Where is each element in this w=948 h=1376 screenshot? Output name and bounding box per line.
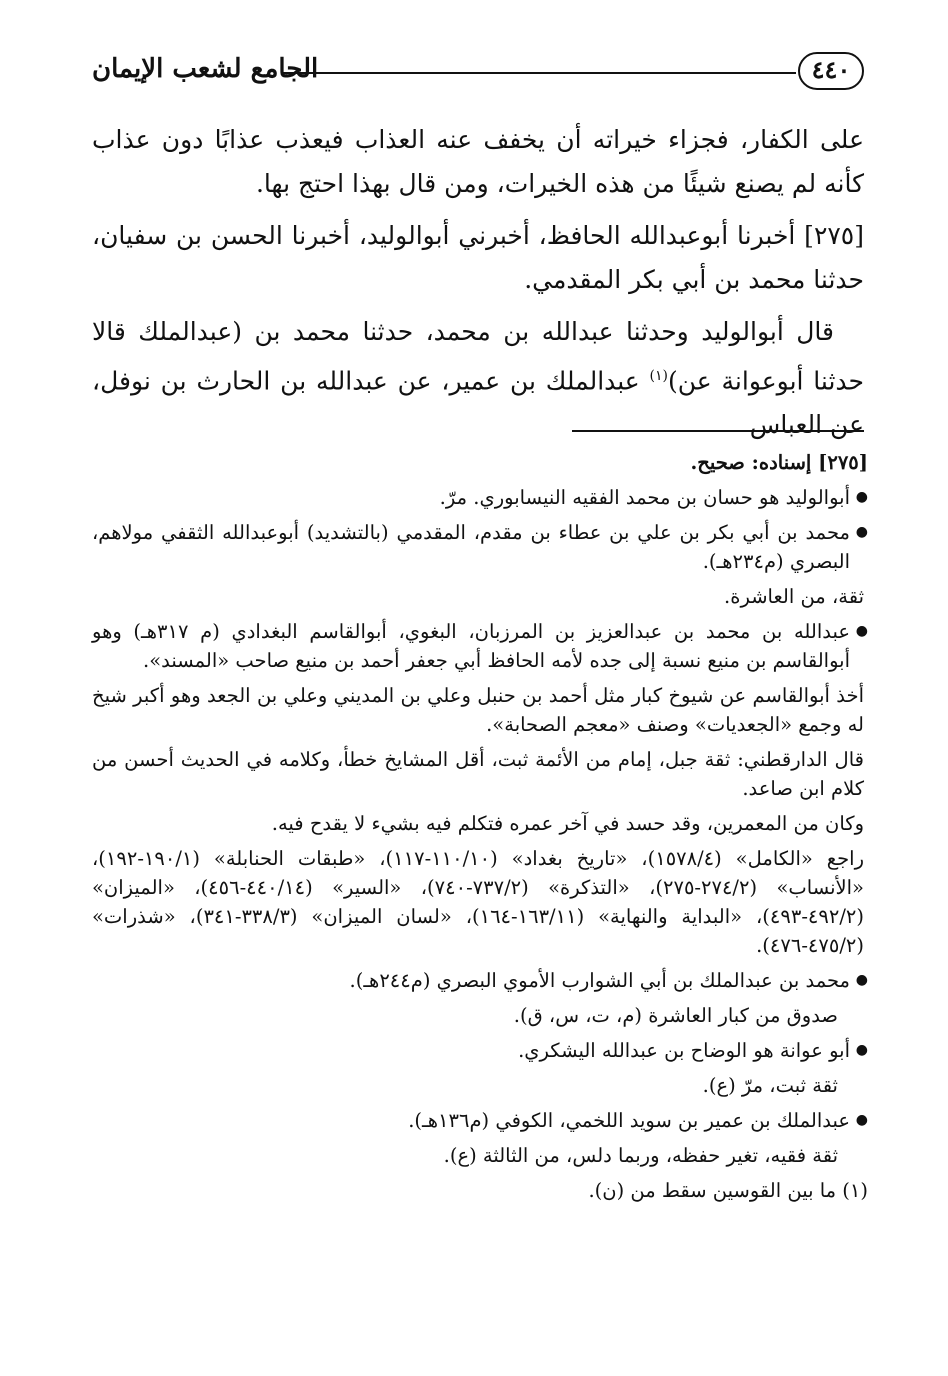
footnote-bullet-4: ● محمد بن عبدالملك بن أبي الشوارب الأموي البصري (م٢٤٤هـ). bbox=[92, 966, 868, 995]
footnote-ref-1: (١) bbox=[649, 368, 669, 384]
paragraph-hadith-275: [٢٧٥] أخبرنا أبوعبدالله الحافظ، أخبرني أبوالوليد، أخبرنا الحسن بن سفيان، حدثنا محمد بن أبي بكر المقدمي. bbox=[92, 221, 864, 294]
paragraph-3-part-a: قال أبوالوليد وحدثنا عبدالله بن محمد، حدثنا محمد بن (عبدالملك قالا حدثنا أبوعوانة عن) bbox=[92, 317, 864, 396]
footnote-heading: [٢٧٥] إسناده: صحيح. bbox=[690, 451, 868, 474]
footnote-note-5: ثقة ثبت، مرّ (ع). bbox=[702, 1074, 838, 1097]
footnote-bullet-3: ● عبدالله بن محمد بن عبدالعزيز بن المرزبان، البغوي، أبوالقاسم البغدادي (م ٣١٧هـ) وهو أبوالقاسم بن منيع نسبة إلى جده لأمه الحافظ أبي جعفر أحمد بن منيع صاحب «المسند». bbox=[92, 617, 868, 675]
footnote-note-3d: راجع «الكامل» (١٥٧٨/٤)، «تاريخ بغداد» (١١٠/١٠-١١٧)، «طبقات الحنابلة» (١٩٠/١-١٩٢)، «الأنساب» (٢٧٤/٢-٢٧٥)، «التذكرة» (٧٣٧/٢-٧٤٠)، «السير» (٤٤٠/١٤-٤٥٦)، «الميزان» (٤٩٢/٢-٤٩٣)، «البداية والنهاية» (١٦٣/١١-١٦٤)، «لسان الميزان» (٣٣٨/٣-٣٤١)، «شذرات» (٤٧٥/٢-٤٧٦). bbox=[92, 847, 865, 957]
footnote-bullet-5: ● أبو عوانة هو الوضاح بن عبدالله اليشكري. bbox=[92, 1036, 868, 1065]
footnote-note-6: ثقة فقيه، تغير حفظه، وربما دلس، من الثالثة (ع). bbox=[443, 1144, 838, 1167]
footnote-note-3a: أخذ أبوالقاسم عن شيوخ كبار مثل أحمد بن حنبل وعلي بن المديني وعلي بن الجعد وهو أكبر شيخ له وجمع «الجعديات» وصنف «معجم الصحابة». bbox=[92, 684, 864, 736]
footnote-separator bbox=[572, 430, 864, 432]
footnote-bullet-2: ● محمد بن أبي بكر بن علي بن عطاء بن مقدم، المقدمي (بالتشديد) أبوعبدالله الثقفي مولاهم، البصري (م٢٣٤هـ). bbox=[92, 518, 868, 576]
footnote-bullet-6: ● عبدالملك بن عمير بن سويد اللخمي، الكوفي (م١٣٦هـ). bbox=[92, 1106, 868, 1135]
page-header bbox=[92, 50, 864, 98]
paragraph-3 bbox=[92, 310, 864, 447]
paragraph-3-part-b: عبدالملك بن عمير، عن عبدالله بن الحارث بن نوفل، عن العباس bbox=[92, 366, 864, 440]
page-number: ٤٤٠ bbox=[798, 52, 864, 90]
footnote-note-3b: قال الدارقطني: ثقة جبل، إمام من الأئمة ثبت، أقل المشايخ خطأ، وكلامه في الحديث أحسن من كلام ابن صاعد. bbox=[92, 748, 864, 800]
footnote-note-4: صدوق من كبار العاشرة (م، ت، س، ق). bbox=[513, 1004, 838, 1027]
main-text bbox=[92, 118, 864, 455]
paragraph-1: على الكفار، فجزاء خيراته أن يخفف عنه العذاب فيعذب عذابًا دون عذاب كأنه لم يصنع شيئًا من هذه الخيرات، ومن قال بهذا احتج بها. bbox=[92, 125, 864, 198]
footnote-1: (١) ما بين القوسين سقط من (ن). bbox=[588, 1179, 868, 1202]
footnote-note-2: ثقة، من العاشرة. bbox=[724, 585, 864, 608]
book-title: الجامع لشعب الإيمان bbox=[92, 54, 319, 84]
header-rule bbox=[282, 72, 796, 74]
footnotes bbox=[92, 448, 868, 1211]
footnote-note-3c: وكان من المعمرين، وقد حسد في آخر عمره فتكلم فيه بشيء لا يقدح فيه. bbox=[271, 812, 864, 835]
footnote-bullet-1: ● أبوالوليد هو حسان بن محمد الفقيه النيسابوري. مرّ. bbox=[92, 483, 868, 512]
